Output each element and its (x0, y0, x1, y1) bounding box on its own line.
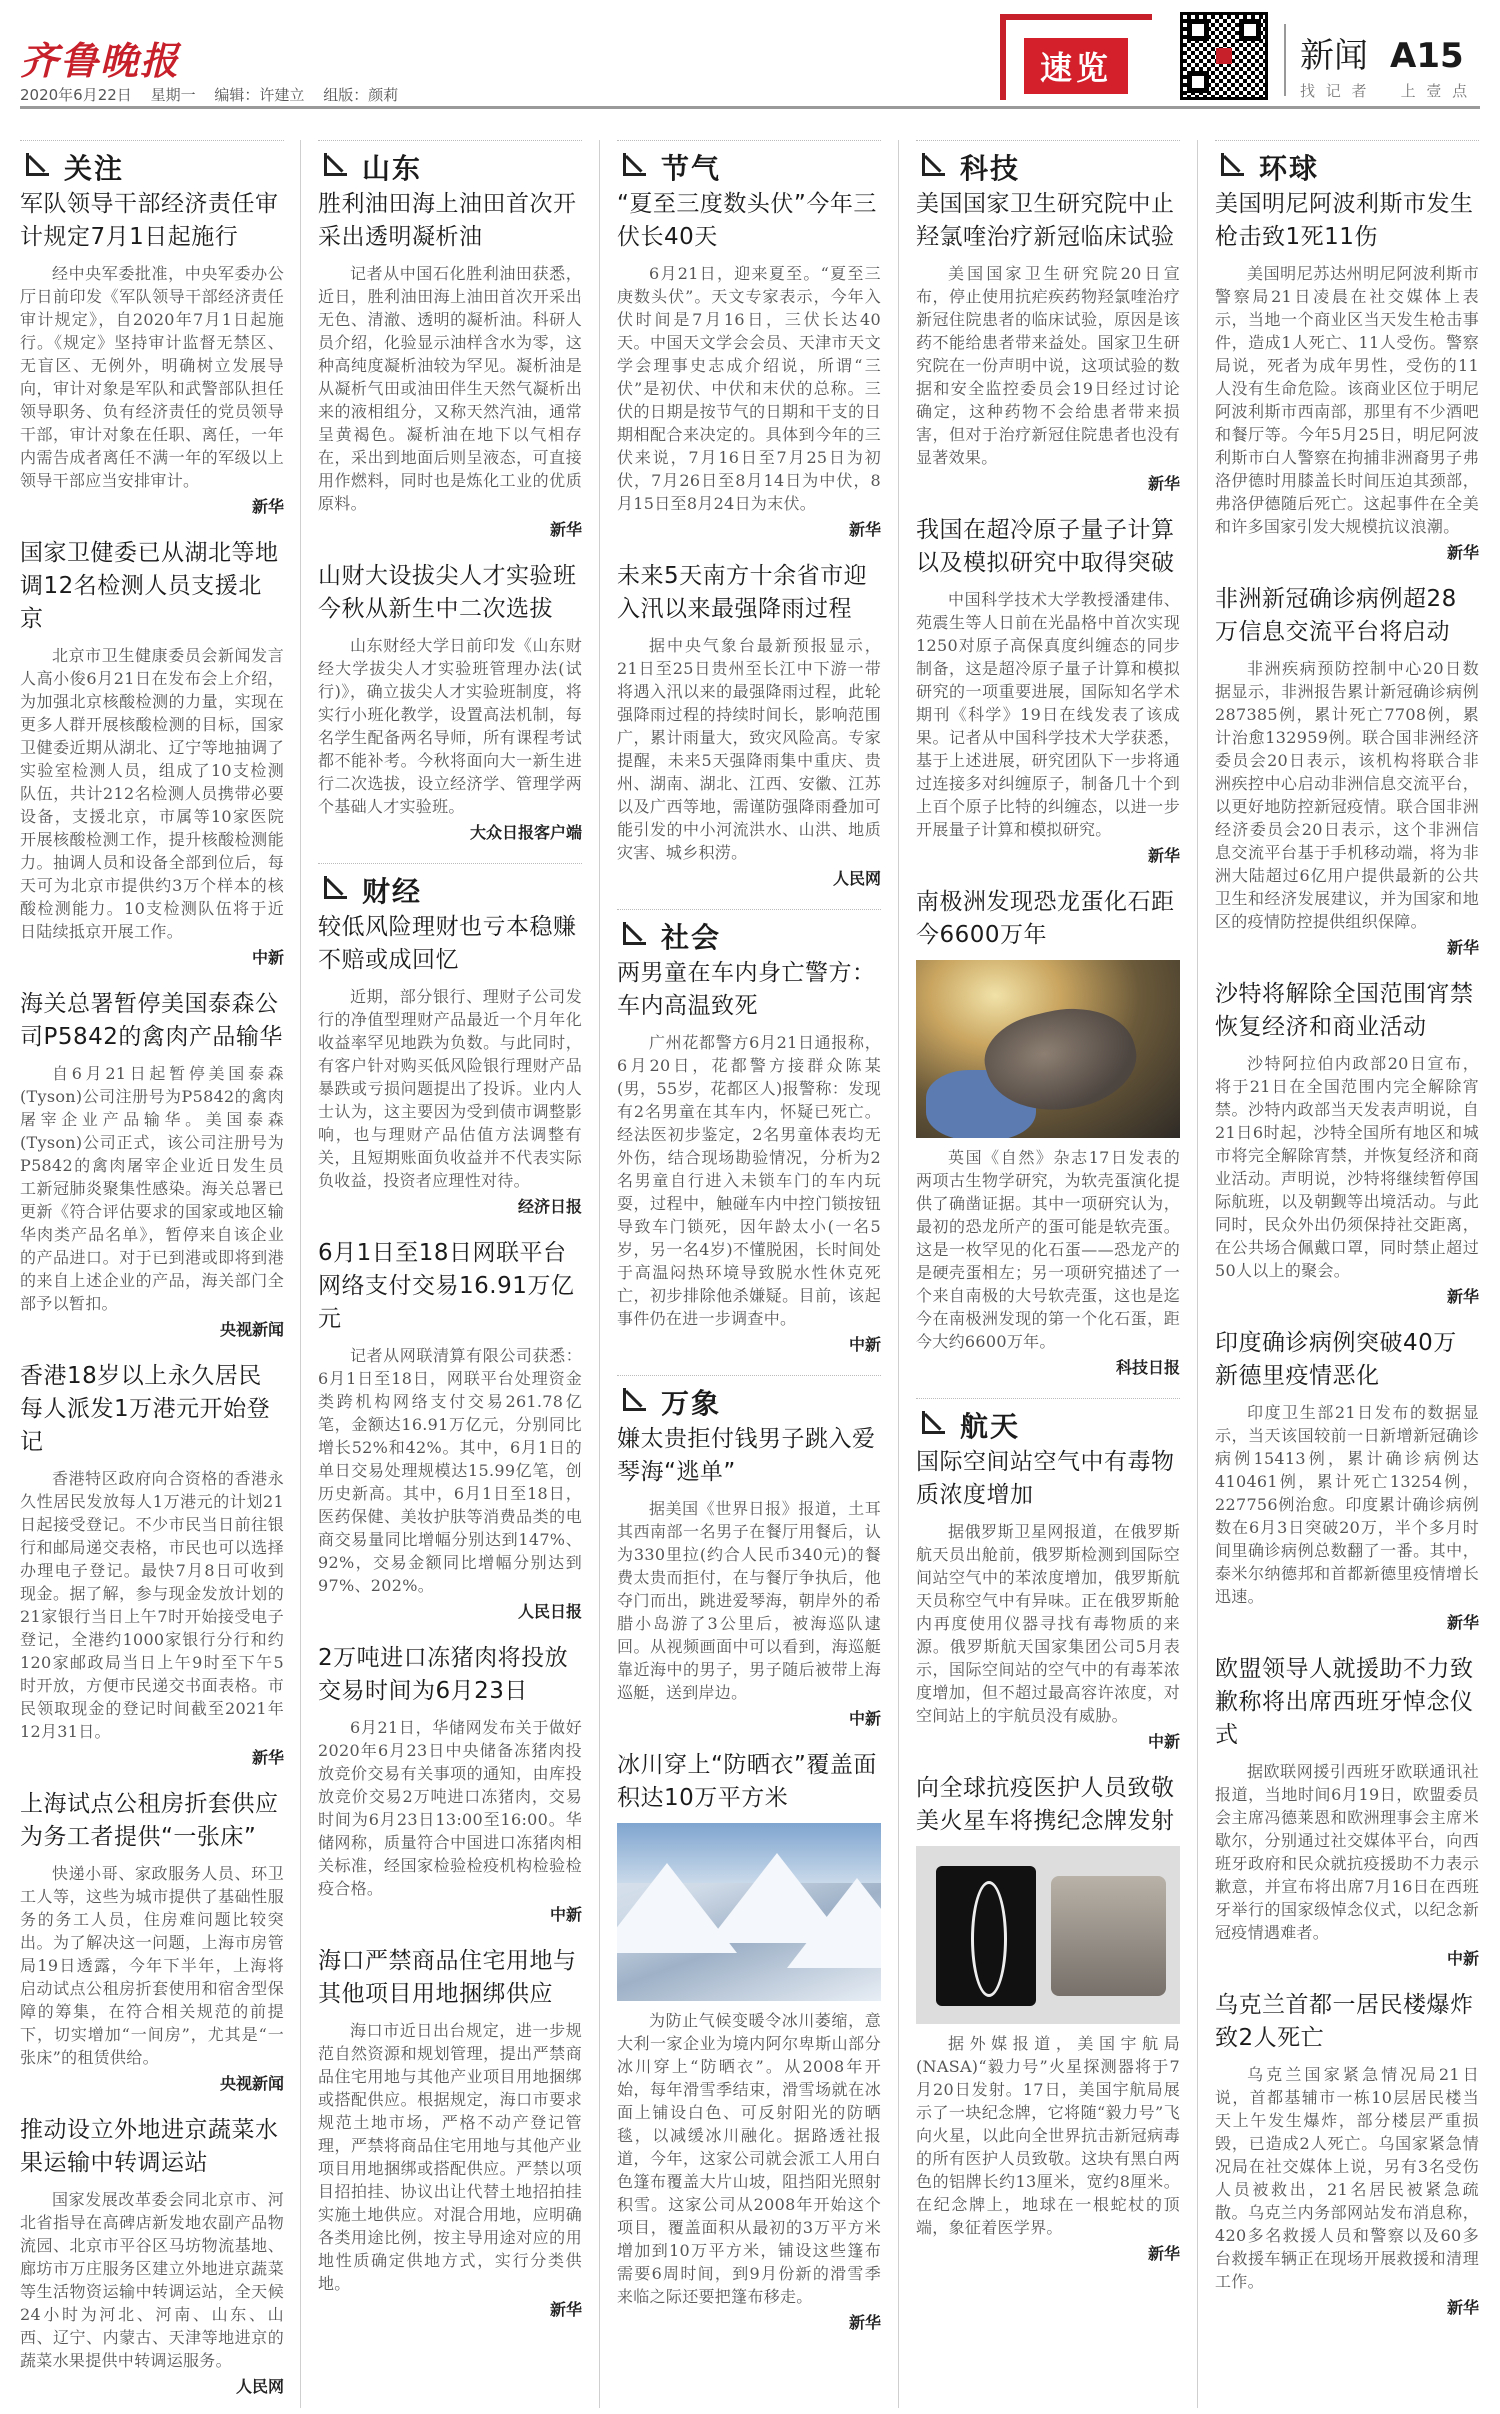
article[interactable] (916, 886, 1180, 1378)
article-body: 美国国家卫生研究院20日宣布，停止使用抗疟疾药物羟氯喹治疗新冠住院患者的临床试验，原因是该药不能给患者带来益处。国家卫生研究院在一份声明中说，这项试验的数据和安全监控委员会19日经过讨论确定，这种药物不会给患者带来损害，但对于治疗新冠住院患者也没有显著效果。 (916, 264, 1180, 467)
article-body: 英国《自然》杂志17日发表的两项古生物学研究，为软壳蛋演化提供了确凿证据。其中一项研究认为，最初的恐龙所产的蛋可能是软壳蛋。这是一枚罕见的化石蛋——恐龙产的是硬壳蛋相左；另一项研究描述了一个来自南极的大号软壳蛋，这也是迄今在南极洲发现的第一个化石蛋，距今大约6600万年。 (916, 1148, 1180, 1351)
article-source: 人民日报 (517, 1602, 582, 1621)
article-source: 中新 (1147, 1732, 1180, 1751)
article[interactable] (1215, 1653, 1479, 1969)
article-source: 新华 (1147, 846, 1180, 865)
article-title[interactable]: 军队领导干部经济责任审计规定7月1日起施行 (20, 191, 279, 250)
issue-weekday: 星期一 (150, 86, 196, 104)
section-label: 航天 (916, 1398, 1180, 1438)
article-title[interactable]: 美国明尼阿波利斯市发生枪击致1死11伤 (1215, 191, 1474, 250)
article-source: 中新 (1446, 1949, 1479, 1968)
article-body: 美国明尼苏达州明尼阿波利斯市警察局21日凌晨在社交媒体上表示，当地一个商业区当天发生枪击事件，造成1人死亡、11人受伤。警察局说，死者为成年男性，受伤的11人没有生命危险。该商业区位于明尼阿波利斯市西南部，那里有不少酒吧和餐厅等。今年5月25日，明尼阿波利斯市白人警察在拘捕非洲裔男子弗洛伊德时用膝盖长时间压迫其颈部，弗洛伊德随后死亡。这起事件在全美和许多国家引发大规模抗议浪潮。 (1215, 264, 1479, 536)
article-body: 山东财经大学日前印发《山东财经大学拔尖人才实验班管理办法(试行)》，确立拔尖人才实验班制度，将实行小班化教学，设置高法机制，每名学生配备两名导师，所有课程考试都不能补考。今秋将面向大一新生进行二次选拔，设立经济学、管理学两个基础人才实验班。 (318, 636, 582, 816)
article[interactable] (20, 1360, 284, 1768)
qr-code-icon[interactable] (1180, 12, 1268, 100)
article-title[interactable]: 非洲新冠确诊病例超28万信息交流平台将启动 (1215, 586, 1457, 645)
article[interactable] (20, 537, 284, 968)
article[interactable] (617, 188, 881, 540)
header-divider (1284, 24, 1286, 96)
section-label: 万象 (617, 1375, 881, 1415)
article-source: 新华 (1446, 2298, 1479, 2317)
article[interactable] (20, 188, 284, 517)
article-title[interactable]: 向全球抗疫医护人员致敬美火星车将携纪念牌发射 (916, 1775, 1175, 1834)
article[interactable] (1215, 188, 1479, 563)
section-arrow-icon (922, 1411, 946, 1433)
article[interactable] (617, 1749, 881, 2333)
article-title[interactable]: 沙特将解除全国范围宵禁恢复经济和商业活动 (1215, 981, 1474, 1040)
section-arrow-icon (324, 876, 348, 898)
dateline (20, 84, 412, 105)
article-source: 中新 (549, 1905, 582, 1924)
article[interactable] (20, 988, 284, 1340)
section-arrow-icon (26, 153, 50, 175)
article-body: 据中央气象台最新预报显示，21日至25日贵州至长江中下游一带将遇入汛以来的最强降雨过程，此轮强降雨过程的持续时间长，影响范围广，累计雨量大，致灾风险高。专家提醒，未来5天强降雨集中重庆、贵州、湖南、湖北、江西、安徽、江苏以及广西等地，需谨防强降雨叠加可能引发的中小河流洪水、山洪、地质灾害、城乡积涝。 (617, 636, 881, 862)
column-tech (916, 140, 1180, 2284)
reporters-label: 找 记 者 (1300, 82, 1370, 100)
article-source: 新华 (848, 520, 881, 539)
article-body: 近期，部分银行、理财子公司发行的净值型理财产品最近一个月年化收益率罕见地跌为负数。与此同时，有客户针对购买低风险银行理财产品暴跌或亏损问题提出了投诉。业内人士认为，这主要因为受到债市调整影响，也与理财产品估值方法调整有关，且短期账面负收益并不代表实际负收益，投资者应理性对待。 (318, 987, 582, 1190)
section-arrow-icon (922, 153, 946, 175)
article[interactable] (318, 1945, 582, 2320)
article-title[interactable]: 美国国家卫生研究院中止羟氯喹治疗新冠临床试验 (916, 191, 1175, 250)
section-label: 科技 (916, 140, 1180, 180)
article-body: 6月21日，华储网发布关于做好2020年6月23日中央储备冻猪肉投放竞价交易有关事项的通知，由库投放竞价交易2万吨进口冻猪肉，交易时间为6月23日13:00至16:00。华储网称，质量符合中国进口冻猪肉相关标准，经国家检验检疫机构检验检疫合格。 (318, 1718, 582, 1898)
article[interactable] (916, 1772, 1180, 2264)
section-badge (1000, 14, 1152, 100)
article-title[interactable]: 6月1日至18日网联平台网络支付交易16.91万亿元 (318, 1240, 575, 1332)
article-title[interactable]: 两男童在车内身亡警方：车内高温致死 (617, 960, 876, 1019)
article-source: 新华 (1446, 1613, 1479, 1632)
section-label: 环球 (1215, 140, 1479, 180)
article-body: 为防止气候变暖令冰川萎缩，意大利一家企业为境内阿尔卑斯山部分冰川穿上“防晒衣”。从2008年开始，每年滑雪季结束，滑雪场就在冰面上铺设白色、可反射阳光的防晒毯，以减缓冰川融化。据路透社报道，今年，这家公司就会派工人用白色篷布覆盖大片山坡，阻挡阳光照射积雪。这家公司从2008年开始这个项目，覆盖面积从最初的3万平方米增加到10万平方米，铺设这些篷布需要6周时间，到9月份新的滑雪季来临之际还要把篷布移走。 (617, 2011, 881, 2306)
memorial-plaque-photo (916, 1846, 1180, 2024)
section-label: 社会 (617, 909, 881, 949)
article[interactable] (916, 1446, 1180, 1752)
article-source: 央视新闻 (219, 1320, 284, 1339)
article-source: 新华 (1446, 543, 1479, 562)
platform-label: 上 壹 点 (1400, 82, 1471, 100)
section-arrow-icon (623, 922, 647, 944)
article-body: 沙特阿拉伯内政部20日宣布，将于21日在全国范围内完全解除宵禁。沙特内政部当天发表声明说，自21日6时起，沙特全国所有地区和城市将完全解除宵禁，并恢复经济和商业活动。声明说，沙特将继续暂停国际航班，以及朝觐等出境活动。与此同时，民众外出仍须保持社交距离，在公共场合佩戴口罩，同时禁止超过50人以上的聚会。 (1215, 1054, 1479, 1280)
column-solar-term (617, 140, 881, 2353)
article-title[interactable]: 海口严禁商品住宅用地与其他项目用地捆绑供应 (318, 1948, 577, 2007)
article-source: 大众日报客户端 (469, 823, 582, 842)
article-title[interactable]: 南极洲发现恐龙蛋化石距今6600万年 (916, 889, 1175, 948)
section-label: 节气 (617, 140, 881, 180)
section-arrow-icon (623, 1388, 647, 1410)
article-body: 非洲疾病预防控制中心20日数据显示，非洲报告累计新冠确诊病例287385例，累计死亡7708例，累计治愈132959例。联合国非洲经济委员会20日表示，该机构将联合非洲疾控中心启动非洲信息交流平台，以更好地防控新冠疫情。联合国非洲经济委员会20日表示，这个非洲信息交流平台基于手机移动端，将为非洲大陆超过6亿用户提供最新的公共卫生和经济发展建议，并为国家和地区的疫情防控提供组织保障。 (1215, 659, 1479, 931)
article-source: 新华 (1147, 2244, 1180, 2263)
article-title[interactable]: 国家卫健委已从湖北等地调12名检测人员支援北京 (20, 540, 279, 632)
article-source: 新华 (1446, 1287, 1479, 1306)
article-source: 新华 (1147, 474, 1180, 493)
section-label: 财经 (318, 863, 582, 903)
article-title[interactable]: 国际空间站空气中有毒物质浓度增加 (916, 1449, 1175, 1508)
article-title[interactable]: 海关总署暂停美国泰森公司P5842的禽肉产品输华 (20, 991, 283, 1050)
editor-credit: 编辑：许建立 (214, 86, 305, 104)
article[interactable] (318, 1237, 582, 1622)
article-title[interactable]: 胜利油田海上油田首次开采出透明凝析油 (318, 191, 577, 250)
article-body: 据俄罗斯卫星网报道，在俄罗斯航天员出舱前，俄罗斯检测到国际空间站空气中的苯浓度增加，俄罗斯航天员称空气中有异味。正在俄罗斯舱内再度使用仪器寻找有毒物质的来源。俄罗斯航天国家集团公司5月表示，国际空间站的空气中的有毒苯浓度增加，但不超过最高容许浓度，对空间站上的宇航员没有威胁。 (916, 1522, 1180, 1725)
article-source: 人民网 (832, 869, 881, 888)
article-body: 据外媒报道，美国宇航局(NASA)“毅力号”火星探测器将于7月20日发射。17日，美国宇航局展示了一块纪念牌，它将随“毅力号”飞向火星，以此向全世界抗击新冠病毒的所有医护人员致敬。这块有黑白两色的铝牌长约13厘米，宽约8厘米。在纪念牌上，地球在一根蛇杖的顶端，象征着医学界。 (916, 2034, 1180, 2237)
article-body: 自6月21日起暂停美国泰森(Tyson)公司注册号为P5842的禽肉屠宰企业产品输华。美国泰森(Tyson)公司正式，该公司注册号为P5842的禽肉屠宰企业近日发生员工新冠肺炎聚集性感染。海关总署已更新《符合评估要求的国家或地区输华肉类产品名单》，暂停来自该企业的产品进口。对于已到港或即将到港的来自上述企业的产品，海关部门全部予以暂扣。 (20, 1064, 284, 1313)
article[interactable] (1215, 1989, 1479, 2318)
article-title[interactable]: 上海试点公租房折套供应为务工者提供“一张床” (20, 1791, 279, 1850)
article[interactable] (1215, 583, 1479, 958)
article-title[interactable]: 较低风险理财也亏本稳赚不赔或成回忆 (318, 914, 577, 973)
article-body: 国家发展改革委会同北京市、河北省指导在高碑店新发地农副产品物流园、北京市平谷区马坊物流基地、廊坊市万庄服务区建立外地进京蔬菜等生活物资运输中转调运站，全天候24小时为河北、河南、山东、山西、辽宁、内蒙古、天津等地进京的蔬菜水果提供中转调运服务。 (20, 2190, 284, 2370)
article-source: 新华 (251, 1748, 284, 1767)
section-page-title (1300, 28, 1464, 77)
masthead-logo: 齐鲁晚报 (20, 38, 181, 83)
article[interactable] (617, 957, 881, 1355)
article-body: 据欧联网援引西班牙欧联通讯社报道，当地时间6月19日，欧盟委员会主席冯德莱恩和欧洲理事会主席米歇尔，分别通过社交媒体平台，向西班牙政府和民众就抗疫援助不力表示歉意，并宣布将出席7月16日在西班牙举行的国家级悼念仪式，以纪念新冠疫情遇难者。 (1215, 1762, 1479, 1942)
article-title[interactable]: 嫌太贵拒付钱男子跳入爱琴海“逃单” (617, 1426, 876, 1485)
section-arrow-icon (623, 153, 647, 175)
article-body: 快递小哥、家政服务人员、环卫工人等，这些为城市提供了基础性服务的务工人员，住房难问题比较突出。为了解决这一问题，上海市房管局19日透露，今年下半年，上海将启动试点公租房折套使用和宿舍型保障的筹集，在符合相关规范的前提下，切实增加“一间房”，尤其是“一张床”的租赁供给。 (20, 1864, 284, 2067)
fossil-egg-photo (916, 960, 1180, 1138)
section-label: 关注 (20, 140, 284, 180)
article[interactable] (20, 2114, 284, 2397)
article-source: 新华 (549, 2300, 582, 2319)
article-source: 经济日报 (517, 1197, 582, 1216)
column-divider (599, 140, 600, 2408)
article-source: 央视新闻 (219, 2074, 284, 2093)
article-body: 经中央军委批准，中央军委办公厅日前印发《军队领导干部经济责任审计规定》，自2020年7月1日起施行。《规定》坚持审计监督无禁区、无盲区、无例外，明确树立发展导向，审计对象是军队和武警部队担任领导职务、负有经济责任的党员领导干部，审计对象在任职、离任，一年内需告成者离任不满一年的军级以上领导干部应当安排审计。 (20, 264, 284, 490)
page-header (0, 0, 1500, 130)
article-title[interactable]: 未来5天南方十余省市迎入汛以来最强降雨过程 (617, 563, 868, 622)
article-title[interactable]: 印度确诊病例突破40万新德里疫情恶化 (1215, 1330, 1457, 1389)
glacier-photo (617, 1823, 881, 2001)
article-title[interactable]: 推动设立外地进京蔬菜水果运输中转调运站 (20, 2117, 279, 2176)
article-title[interactable]: 山财大设拔尖人才实验班今秋从新生中二次选拔 (318, 563, 577, 622)
article-title[interactable]: 冰川穿上“防晒衣”覆盖面积达10万平方米 (617, 1752, 877, 1811)
article[interactable] (916, 188, 1180, 494)
article-body: 记者从中国石化胜利油田获悉，近日，胜利油田海上油田首次开采出无色、清澈、透明的凝析油。科研人员介绍，化验显示油样含水为零，这种高纯度凝析油较为罕见。凝析油是从凝析气田或油田伴生天然气凝析出来的液相组分，又称天然汽油，通常呈黄褐色。凝析油在地下以气相存在，采出到地面后则呈液态，可直接用作燃料，同时也是炼化工业的优质原料。 (318, 264, 582, 513)
article-title[interactable]: 乌克兰首都一居民楼爆炸致2人死亡 (1215, 1992, 1474, 2051)
article[interactable] (617, 560, 881, 889)
article-body: 北京市卫生健康委员会新闻发言人高小俊6月21日在发布会上介绍，为加强北京核酸检测的力量，实现在更多人群开展核酸检测的目标，国家卫健委近期从湖北、辽宁等地抽调了实验室检测人员，组成了10支检测队伍，共计212名检测人员携带必要设备，支援北京，市属等10家医院开展核酸检测工作，提升核酸检测能力。抽调人员和设备全部到位后，每天可为北京市提供约3万个样本的核酸检测能力。10支检测队伍将于近日陆续抵京开展工作。 (20, 646, 284, 941)
article[interactable] (318, 911, 582, 1217)
article[interactable] (20, 1788, 284, 2094)
article-body: 海口市近日出台规定，进一步规范自然资源和规划管理，提出严禁商品住宅用地与其他产业项目用地捆绑或搭配供应。根据规定，海口市要求规范土地市场，严格不动产登记管理，严禁将商品住宅用地与其他产业项目用地捆绑或搭配供应。严禁以项目招拍挂、协议出让代替土地招拍挂实施土地供应。对混合用地，应明确各类用途比例，按主导用途对应的用地性质确定供地方式，实行分类供地。 (318, 2021, 582, 2293)
article-body: 乌克兰国家紧急情况局21日说，首都基辅市一栋10层居民楼当天上午发生爆炸，部分楼层严重损毁，已造成2人死亡。乌国家紧急情况局在社交媒体上说，另有3名受伤人员被救出，21名居民被紧急疏散。乌克兰内务部网站发布消息称，420多名救援人员和警察以及60多台救援车辆正在现场开展救援和清理工作。 (1215, 2065, 1479, 2291)
article-body: 中国科学技术大学教授潘建伟、苑震生等人日前在光晶格中首次实现1250对原子高保真度纠缠态的同步制备，这是超冷原子量子计算和模拟研究的一项重要进展，国际知名学术期刊《科学》19日在线发表了该成果。记者从中国科学技术大学获悉，基于上述进展，研究团队下一步将通过连接多对纠缠原子，制备几十个到上百个原子比特的纠缠态，以进一步开展量子计算和模拟研究。 (916, 590, 1180, 839)
article-body: 印度卫生部21日发布的数据显示，当天该国较前一日新增新冠确诊病例15413例，累计确诊病例达410461例，累计死亡13254例，227756例治愈。印度累计确诊病例数在6月3日突破20万，半个多月时间里确诊病例总数翻了一番。其中，泰米尔纳德邦和首都新德里疫情增长迅速。 (1215, 1403, 1479, 1606)
article-body: 6月21日，迎来夏至。“夏至三庚数头伏”。天文专家表示，今年入伏时间是7月16日，三伏长达40天。中国天文学会会员、天津市天文学会理事史志成介绍说，所谓“三伏”是初伏、中伏和末伏的总称。三伏的日期是按节气的日期和干支的日期相配合来决定的。具体到今年的三伏来说，7月16日至7月25日为初伏，7月26日至8月14日为中伏，8月15日至8月24日为末伏。 (617, 264, 881, 513)
article[interactable] (617, 1423, 881, 1729)
article-source: 中新 (848, 1709, 881, 1728)
page-number: A15 (1390, 36, 1464, 76)
article[interactable] (318, 560, 582, 843)
article-source: 人民网 (235, 2377, 284, 2396)
column-divider (1197, 140, 1198, 2408)
article-title[interactable]: 2万吨进口冻猪肉将投放交易时间为6月23日 (318, 1645, 569, 1704)
section-arrow-icon (324, 153, 348, 175)
article-source: 科技日报 (1115, 1358, 1180, 1377)
issue-date: 2020年6月22日 (20, 86, 132, 104)
article-body: 广州花都警方6月21日通报称，6月20日，花都警方接群众陈某(男，55岁，花都区人)报警称：发现有2名男童在其车内，怀疑已死亡。经法医初步鉴定，2名男童体表均无外伤，结合现场勘验情况，分析为2名男童自行进入未锁车门的车内玩耍，过程中，触碰车内中控门锁按钮导致车门锁死，因年龄太小(一名5岁，另一名4岁)不懂脱困，长时间处于高温闷热环境导致脱水性休克死亡，初步排除他杀嫌疑。目前，该起事件仍在进一步调查中。 (617, 1033, 881, 1328)
section-name: 新闻 (1300, 36, 1368, 76)
article-title[interactable]: 香港18岁以上永久居民每人派发1万港元开始登记 (20, 1363, 271, 1455)
article-source: 新华 (1446, 938, 1479, 957)
header-tagline (1300, 80, 1470, 101)
article-source: 新华 (251, 497, 284, 516)
article-body: 据美国《世界日报》报道，土耳其西南部一名男子在餐厅用餐后，认为330里拉(约合人民币340元)的餐费太贵而拒付，在与餐厅争执后，他夺门而出，跳进爱琴海，朝岸外的希腊小岛游了3公里后，被海巡队逮回。从视频画面中可以看到，海巡艇靠近海中的男子，男子随后被带上海巡艇，送到岸边。 (617, 1499, 881, 1702)
article[interactable] (318, 1642, 582, 1925)
section-badge-label: 速览 (1024, 38, 1128, 94)
column-divider (300, 140, 301, 2408)
column-shandong (318, 140, 582, 2340)
section-label: 山东 (318, 140, 582, 180)
article-title[interactable]: 我国在超冷原子量子计算以及模拟研究中取得突破 (916, 517, 1175, 576)
column-world (1215, 140, 1479, 2338)
column-focus (20, 140, 284, 2414)
article[interactable] (1215, 978, 1479, 1307)
article-source: 新华 (848, 2313, 881, 2332)
article-title[interactable]: 欧盟领导人就援助不力致歉称将出席西班牙悼念仪式 (1215, 1656, 1474, 1748)
article-source: 中新 (251, 948, 284, 967)
article-title[interactable]: “夏至三度数头伏”今年三伏长40天 (617, 191, 877, 250)
article-source: 新华 (549, 520, 582, 539)
designer-credit: 组版：颜莉 (323, 86, 399, 104)
article[interactable] (916, 514, 1180, 866)
article-source: 中新 (848, 1335, 881, 1354)
column-divider (898, 140, 899, 2408)
article-body: 香港特区政府向合资格的香港永久性居民发放每人1万港元的计划21日起接受登记。不少市民当日前往银行和邮局递交表格，市民也可以选择办理电子登记。最快7月8日可收到现金。据了解，参与现金发放计划的21家银行当日上午7时开始接受电子登记，全港约1000家银行分行和约120家邮政局当日上午9时至下午5时开放，方便市民递交书面表格。市民领取现金的登记时间截至2021年12月31日。 (20, 1469, 284, 1741)
section-arrow-icon (1221, 153, 1245, 175)
article-body: 记者从网联清算有限公司获悉：6月1日至18日，网联平台处理资金类跨机构网络支付交易261.78亿笔，金额达16.91万亿元，分别同比增长52%和42%。其中，6月1日的单日交易处理规模达15.99亿笔，创历史新高。其中，6月1日至18日，医药保健、美妆护肤等消费品类的电商交易量同比增幅分别达到147%、92%，交易金额同比增幅分别达到97%、202%。 (318, 1346, 582, 1595)
article[interactable] (318, 188, 582, 540)
article[interactable] (1215, 1327, 1479, 1633)
header-rule (20, 106, 1480, 109)
